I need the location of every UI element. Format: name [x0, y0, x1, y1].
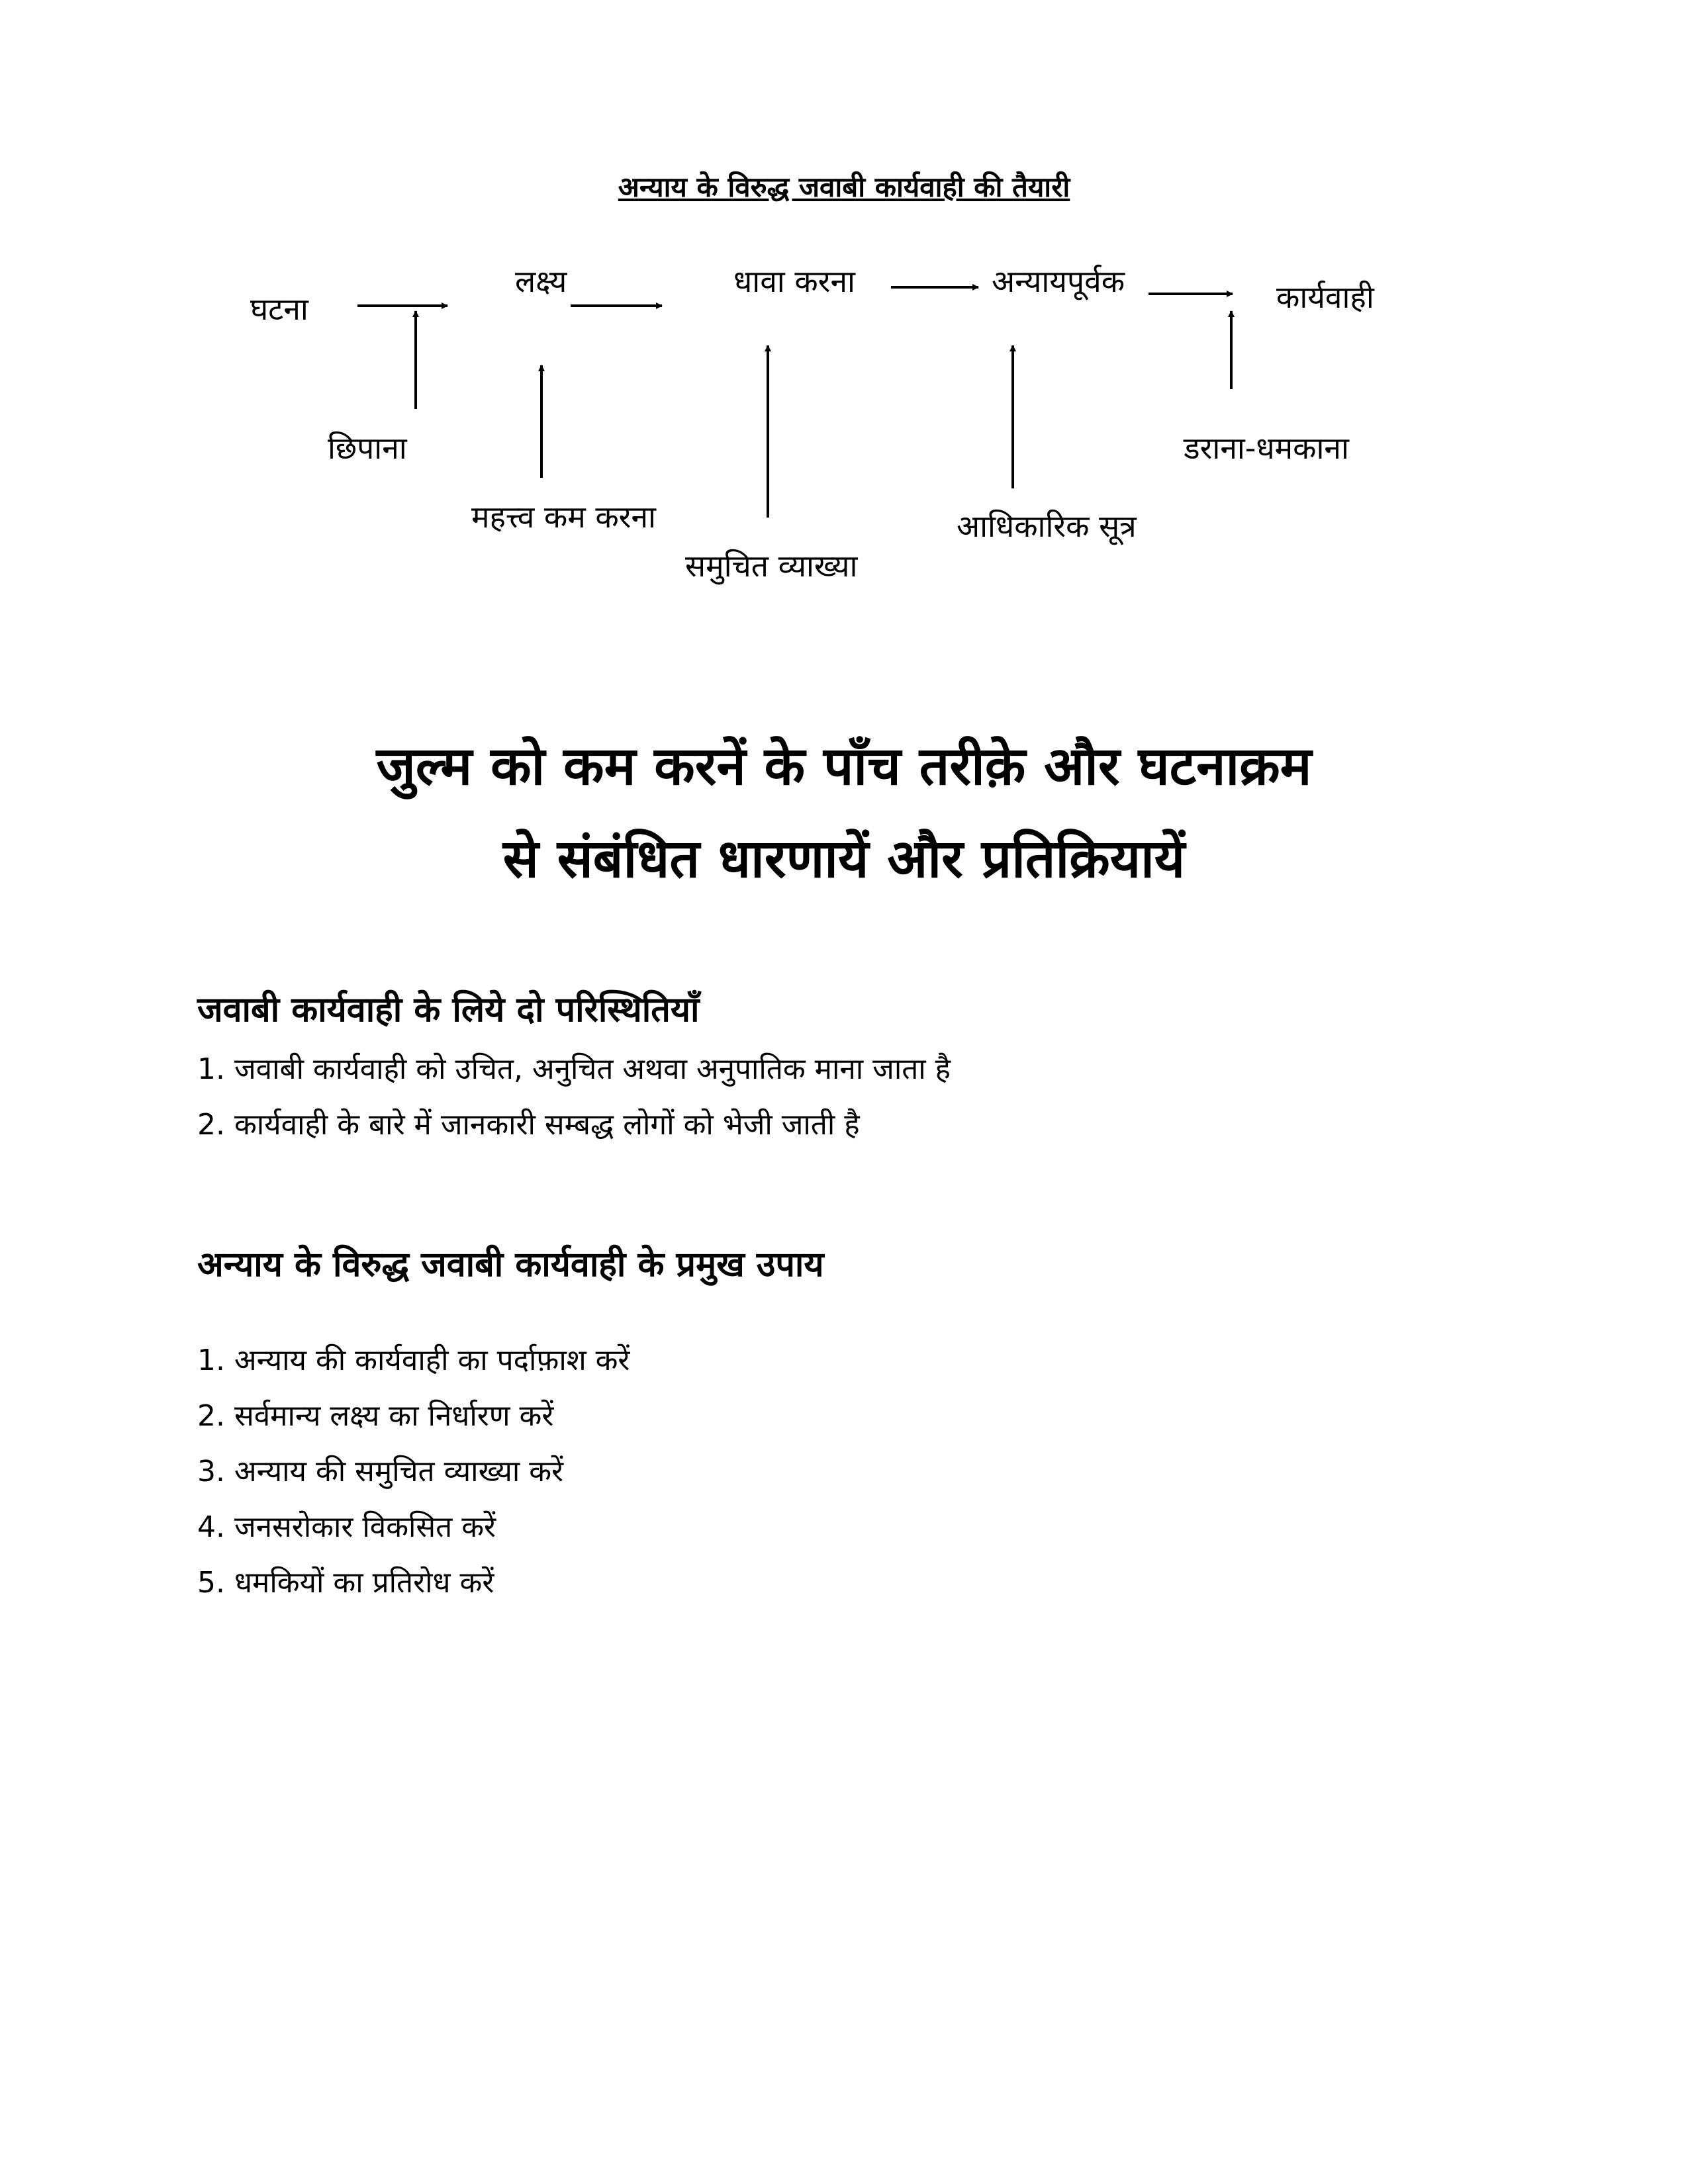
- list-item: 1. जवाबी कार्यवाही को उचित, अनुचित अथवा अनुपातिक माना जाता है: [197, 1052, 951, 1086]
- list-item: 2. सर्वमान्य लक्ष्य का निर्धारण करें: [197, 1399, 554, 1433]
- section-heading-two-situations: जवाबी कार्यवाही के लिये दो परिस्थितियाँ: [197, 990, 700, 1030]
- list-item: 2. कार्यवाही के बारे में जानकारी सम्बद्ध लोगों को भेजी जाती है: [197, 1108, 860, 1142]
- list-item: 3. अन्याय की समुचित व्याख्या करें: [197, 1455, 564, 1488]
- main-title-line-1: जुल्म को कम करनें के पाँच तरीक़े और घटनाक्रम: [376, 735, 1312, 797]
- flow-node-action: कार्यवाही: [1276, 279, 1374, 315]
- flow-node-raid: धावा करना: [733, 263, 855, 299]
- list-item: 5. धमकियों का प्रतिरोध करें: [197, 1566, 494, 1600]
- tactic-official-channels: आधिकारिक सूत्र: [957, 508, 1137, 544]
- diagram-title: अन्याय के विरुद्ध जवाबी कार्यवाही की तैयारी: [618, 171, 1070, 203]
- tactic-cover-up: छिपाना: [328, 430, 407, 466]
- list-item: 4. जनसरोकार विकसित करें: [197, 1510, 496, 1544]
- flow-node-target: लक्ष्य: [515, 263, 567, 299]
- tactic-reinterpret: समुचित व्याख्या: [685, 548, 858, 584]
- tactic-intimidation: डराना-धमकाना: [1184, 430, 1349, 466]
- diagram-arrows: [0, 0, 1688, 662]
- list-item: 1. अन्याय की कार्यवाही का पर्दाफ़ाश करें: [197, 1343, 630, 1377]
- main-title-line-2: से संबंधित धारणायें और प्रतिक्रियायें: [502, 828, 1186, 889]
- flow-node-incident: घटना: [250, 291, 308, 327]
- flow-node-unjustly: अन्यायपूर्वक: [992, 263, 1125, 299]
- section-heading-main-measures: अन्याय के विरुद्ध जवाबी कार्यवाही के प्रमुख उपाय: [197, 1245, 824, 1285]
- tactic-devalue: महत्त्व कम करना: [471, 499, 656, 535]
